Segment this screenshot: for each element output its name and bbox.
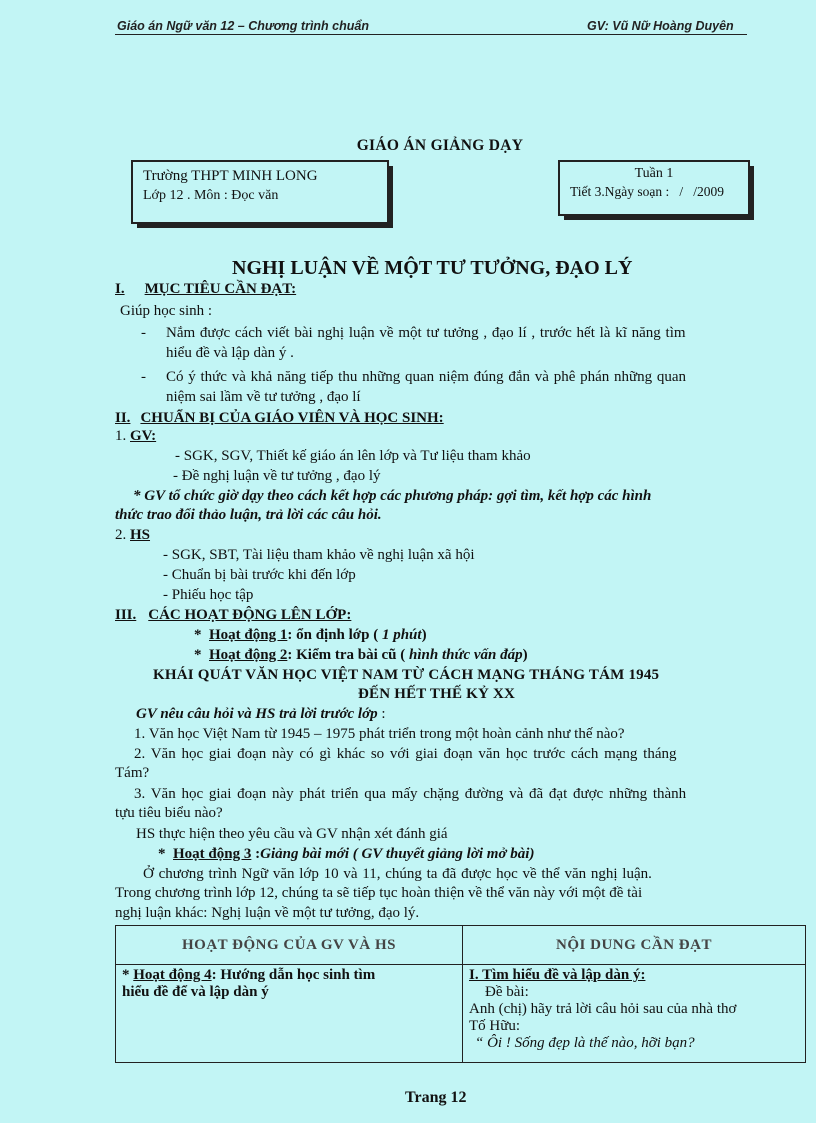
content-line-1: Anh (chị) hãy trả lời câu hỏi sau của nhà thơ	[469, 1001, 737, 1017]
bullet-dash: -	[141, 325, 146, 341]
question-3-line-2: tựu tiêu biểu nào?	[115, 805, 223, 821]
objective-2-line-2: niệm sai lầm về tư tưởng , đạo lí	[166, 389, 361, 405]
hs-heading	[115, 527, 150, 544]
table-row	[116, 965, 806, 1063]
question-2-line-1: 2. Văn học giai đoạn này có gì khác so với giai đoạn văn học trước cách mạng tháng	[134, 746, 677, 762]
activity-4-text: : Hướng dẫn học sinh tìm	[211, 967, 376, 983]
objective-1-line-1: Nắm được cách viết bài nghị luận về một tư tưởng , đạo lí , trước hết là kĩ năng tìm	[166, 325, 686, 341]
intro-paragraph-line-1: Ở chương trình Ngữ văn lớp 10 và 11, chúng ta đã được học về thể văn nghị luận.	[143, 866, 652, 882]
header-right: GV: Vũ Nữ Hoàng Duyên	[587, 19, 734, 33]
gv-label: GV:	[130, 428, 157, 444]
header-left: Giáo án Ngữ văn 12 – Chương trình chuẩn	[117, 19, 369, 33]
bullet-dash: -	[141, 369, 146, 385]
activity-2-close: )	[522, 647, 528, 663]
question-3-line-1: 3. Văn học giai đoạn này phát triển qua mấy chặng đường và đã đạt được những thành	[134, 786, 687, 802]
document-title: GIÁO ÁN GIẢNG DẠY	[356, 137, 524, 154]
hs-item-2: - Chuẩn bị bài trước khi đến lớp	[163, 567, 356, 583]
objective-1-line-2: hiểu đề và lập dàn ý .	[166, 345, 294, 361]
section-3-title: CÁC HOẠT ĐỘNG LÊN LỚP:	[148, 607, 352, 623]
gv-item-2: - Đề nghị luận về tư tưởng , đạo lý	[173, 468, 381, 484]
question-2-line-2: Tám?	[115, 765, 150, 781]
method-line-2: thức trao đổi thảo luận, trả lời các câu hỏi.	[115, 507, 382, 523]
section-2-heading	[115, 410, 444, 427]
activity-1-label: Hoạt động 1	[209, 627, 288, 643]
gv-number: 1.	[115, 428, 127, 444]
class-subject: Lớp 12 . Môn : Đọc văn	[143, 188, 279, 203]
table-header-row	[116, 926, 806, 965]
activity-1-close: )	[421, 627, 427, 643]
section-3-heading	[115, 607, 351, 624]
activity-3-text: Giảng bài mới	[260, 846, 350, 862]
activity-4-label: Hoạt động 4	[133, 967, 212, 983]
content-line-2: Tố Hữu:	[469, 1018, 521, 1034]
content-quote: “ Ôi ! Sống đẹp là thế nào, hỡi bạn?	[475, 1035, 695, 1051]
objective-2-line-1: Có ý thức và khả năng tiếp thu những quan niệm đúng đắn và phê phán những quan	[166, 369, 687, 385]
activity-2-label: Hoạt động 2	[209, 647, 288, 663]
activity-1	[194, 627, 427, 644]
hs-reply: HS thực hiện theo yêu cầu và GV nhận xét đánh giá	[136, 826, 448, 842]
activity-star: *	[158, 846, 166, 862]
section-2-number: II.	[115, 410, 131, 426]
activity-1-text: : ổn định lớp (	[287, 627, 379, 643]
section-1-intro: Giúp học sinh :	[120, 303, 213, 319]
question-intro-colon: :	[377, 706, 386, 722]
review-title-line-2: ĐẾN HẾT THẾ KỶ XX	[358, 686, 516, 702]
activity-star: *	[122, 967, 130, 983]
week-label: Tuần 1	[634, 166, 674, 181]
intro-paragraph-line-3: nghị luận khác: Nghị luận về một tư tưởng, đạo lý.	[115, 905, 420, 921]
review-title-line-1: KHÁI QUÁT VĂN HỌC VIỆT NAM TỪ CÁCH MẠNG THÁNG TÁM 1945	[153, 667, 660, 683]
hs-item-3: - Phiếu học tập	[163, 587, 254, 603]
lesson-title: NGHỊ LUẬN VỀ MỘT TƯ TƯỞNG, ĐẠO LÝ	[232, 257, 633, 279]
section-1-title: MỤC TIÊU CẦN ĐẠT:	[144, 281, 297, 297]
method-line-1: * GV tổ chức giờ dạy theo cách kết hợp các phương pháp: gợi tìm, kết hợp các hình	[133, 488, 652, 504]
period-date: Tiết 3.Ngày soạn : / /2009	[570, 184, 725, 199]
activity-2	[194, 647, 528, 664]
activity-table	[115, 925, 806, 1063]
hs-item-1: - SGK, SBT, Tài liệu tham khảo về nghị luận xã hội	[163, 547, 475, 563]
school-box	[131, 160, 389, 224]
page-number: Trang 12	[405, 1089, 467, 1106]
header-rule	[115, 34, 747, 35]
section-1-number: I.	[115, 281, 125, 297]
question-intro-text: GV nêu câu hỏi và HS trả lời trước lớp	[136, 706, 378, 722]
school-name: Trường THPT MINH LONG	[143, 168, 318, 184]
table-header-activity: HOẠT ĐỘNG CỦA GV VÀ HS	[116, 926, 463, 965]
activity-4-line-2: hiểu đề để và lập dàn ý	[122, 984, 269, 1000]
activity-3-label: Hoạt động 3	[173, 846, 252, 862]
gv-item-1: - SGK, SGV, Thiết kế giáo án lên lớp và Tư liệu tham khảo	[175, 448, 531, 464]
week-box	[558, 160, 750, 216]
activity-2-form: hình thức vấn đáp	[405, 647, 523, 663]
table-cell-activity	[116, 965, 463, 1063]
activity-star: *	[194, 627, 202, 643]
activity-3	[158, 846, 534, 863]
activity-2-text: : Kiểm tra bài cũ (	[287, 647, 406, 663]
activity-4-line-1	[122, 967, 456, 984]
activity-3-colon: :	[251, 846, 261, 862]
table-cell-content	[463, 965, 806, 1063]
gv-heading	[115, 428, 156, 445]
question-1: 1. Văn học Việt Nam từ 1945 – 1975 phát triển trong một hoàn cảnh như thế nào?	[134, 726, 625, 742]
section-1-heading	[115, 281, 296, 298]
content-heading: I. Tìm hiểu đề và lập dàn ý:	[469, 967, 646, 983]
content-topic-label: Đề bài:	[485, 984, 529, 1000]
activity-star: *	[194, 647, 202, 663]
hs-label: HS	[130, 527, 151, 543]
table-header-content: NỘI DUNG CẦN ĐẠT	[463, 926, 806, 965]
intro-paragraph-line-2: Trong chương trình lớp 12, chúng ta sẽ tiếp tục hoàn thiện về thể văn này với một đề tài	[115, 885, 643, 901]
activity-3-note: ( GV thuyết giảng lời mở bài)	[349, 846, 535, 862]
section-3-number: III.	[115, 607, 137, 623]
section-2-title: CHUẨN BỊ CỦA GIÁO VIÊN VÀ HỌC SINH:	[140, 410, 444, 426]
activity-1-time: 1 phút	[378, 627, 422, 643]
hs-number: 2.	[115, 527, 127, 543]
question-intro	[136, 706, 386, 723]
